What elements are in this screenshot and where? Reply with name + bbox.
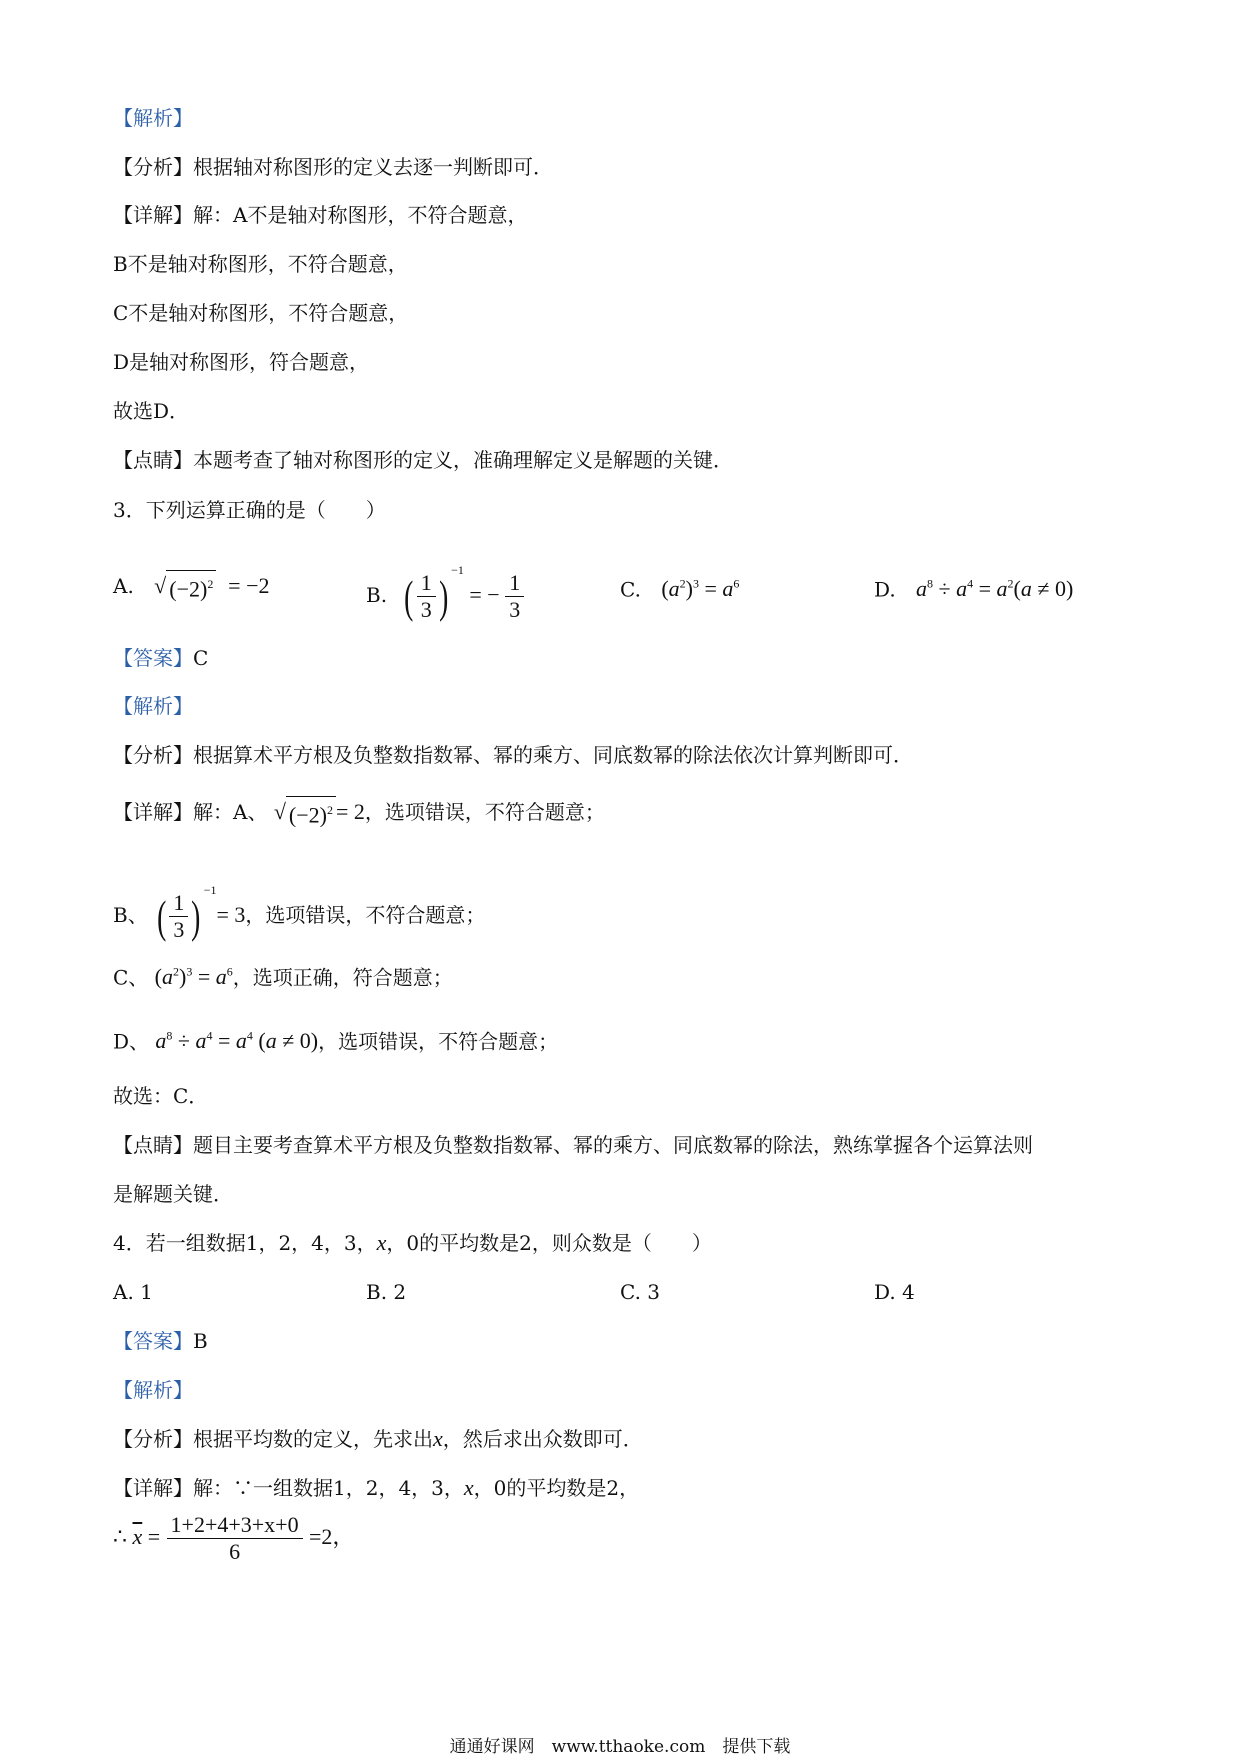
q3-option-b: [366, 556, 524, 623]
xiangjie-text: 解：A不是轴对称图形，不符合题意，: [193, 203, 528, 227]
solution-line: B不是轴对称图形，不符合题意，: [113, 252, 408, 276]
xiangjie-line: [113, 201, 527, 229]
option-label: B.: [366, 583, 388, 607]
q3-option-c: [620, 570, 739, 603]
mean-denominator: 6: [229, 1539, 241, 1564]
fenxi-text: 根据算术平方根及负整数指数幂、幂的乘方、同底数幂的除法依次计算判断即可．: [193, 743, 913, 767]
fenxi-line: [113, 1425, 643, 1453]
c-prefix: C、: [113, 965, 149, 990]
option-label: C.: [620, 577, 641, 602]
b-suffix: ，选项错误，不符合题意；: [245, 903, 486, 927]
mean-equation: [113, 1512, 354, 1565]
dianjing-line: [113, 1131, 1033, 1159]
xiangjie-c-formula: $(a^2)^3 = a^6$: [154, 964, 233, 990]
dianjing-tag: 【点睛】: [113, 1133, 193, 1157]
q3-option-a: [113, 570, 270, 602]
xiangjie-d-formula: $a^8 \div a^4 = a^4$ (a ≠ 0): [155, 1028, 319, 1054]
therefore-symbol: ∴ $\overline{x}$ =: [113, 1524, 161, 1549]
option-label: D.: [874, 577, 896, 602]
answer-value: B: [193, 1329, 208, 1353]
xiangjie-b-line: [113, 876, 485, 943]
xiangjie-c-line: [113, 958, 453, 991]
footer-watermark: 通通好课网 www.tthaoke.com 提供下载: [449, 1737, 791, 1757]
xiangjie-b-formula: ( $\frac{1}{3}$ )$^{-1}$= 3: [157, 883, 246, 943]
fenxi-text: 根据轴对称图形的定义去逐一判断即可．: [193, 155, 553, 179]
conclusion: 故选：C．: [113, 1084, 209, 1108]
analysis-tag: 【解析】: [113, 1378, 193, 1402]
fenxi-line: [113, 741, 913, 769]
variable-x: x: [376, 1230, 387, 1255]
q4-option-d: D. 4: [874, 1280, 915, 1304]
xiangjie-prefix: 解：A、: [193, 800, 268, 825]
variable-x: x: [433, 1426, 443, 1451]
d-suffix: ，选项错误，不符合题意；: [318, 1029, 559, 1054]
d-prefix: D、: [113, 1029, 150, 1054]
fenxi-line: [113, 153, 553, 181]
xiangjie-suffix: ，选项错误，不符合题意；: [364, 800, 605, 825]
fenxi-tag: 【分析】: [113, 155, 193, 179]
q3-stem: 3．下列运算正确的是（ ）: [113, 498, 386, 522]
xiangjie-line: [113, 796, 605, 828]
xiangjie-text: ，0的平均数是2，: [473, 1476, 640, 1500]
q4-stem: [113, 1229, 712, 1257]
q4-option-b: B. 2: [366, 1280, 407, 1304]
stem-part: 4．若一组数据1，2，4，3，: [113, 1231, 377, 1255]
mean-fraction: [167, 1512, 303, 1565]
xiangjie-text: 解：∵一组数据1，2，4，3，: [193, 1476, 464, 1500]
stem-part: ，0的平均数是2，则众数是（ ）: [386, 1231, 712, 1255]
option-c-formula: $(a^2)^3 = a^6$: [661, 576, 740, 602]
solution-line: 故选D．: [113, 399, 190, 423]
xiangjie-a-formula: √ $(-2)^2$ = 2: [274, 796, 365, 828]
option-a-formula: √ $(-2)^2$: [154, 570, 216, 602]
dianjing-tag: 【点睛】: [113, 448, 193, 472]
option-d-formula: $a^8 \div a^4 = a^2(a \ne 0)$: [916, 576, 1074, 602]
q3-answer-line: [113, 644, 208, 672]
analysis-tag: 【解析】: [113, 106, 193, 130]
solution-line: C不是轴对称图形，不符合题意，: [113, 301, 409, 325]
dianjing-text: 本题考查了轴对称图形的定义，准确理解定义是解题的关键．: [193, 448, 733, 472]
fenxi-tag: 【分析】: [113, 743, 193, 767]
q3-option-d: [874, 570, 1073, 603]
dianjing-line-2: 是解题关键．: [113, 1182, 233, 1206]
analysis-tag: 【解析】: [113, 694, 193, 718]
dianjing-text: 题目主要考查算术平方根及负整数指数幂、幂的乘方、同底数幂的除法，熟练掌握各个运算法则: [193, 1133, 1033, 1157]
answer-tag: 【答案】: [113, 1329, 193, 1353]
xiangjie-tag: 【详解】: [113, 1476, 193, 1500]
xiangjie-tag: 【详解】: [113, 800, 193, 825]
b-prefix: B、: [113, 903, 148, 927]
q4-option-c: C. 3: [620, 1280, 661, 1304]
q4-answer-line: [113, 1327, 208, 1355]
fenxi-text: ，然后求出众数即可．: [442, 1427, 643, 1451]
fenxi-text: 根据平均数的定义，先求出: [193, 1427, 433, 1451]
option-label: A.: [113, 574, 134, 599]
xiangjie-tag: 【详解】: [113, 203, 193, 227]
dianjing-line: [113, 446, 733, 474]
xiangjie-line: [113, 1474, 639, 1502]
variable-x: x: [463, 1475, 474, 1500]
answer-value: C: [193, 646, 209, 670]
option-b-formula: ( $\frac{1}{3}$ )$^{-1}$ = − $\frac{1}{3}$: [401, 582, 524, 607]
fenxi-tag: 【分析】: [113, 1427, 193, 1451]
answer-tag: 【答案】: [113, 646, 193, 670]
option-a-result: = −2: [222, 573, 270, 599]
q4-option-a: A. 1: [113, 1280, 153, 1304]
c-suffix: ，选项正确，符合题意；: [232, 965, 453, 990]
mean-numerator: 1+2+4+3+x+0: [167, 1512, 303, 1539]
mean-result: =2，: [308, 1524, 355, 1549]
solution-line: D是轴对称图形，符合题意，: [113, 350, 370, 374]
xiangjie-d-line: [113, 1022, 558, 1055]
